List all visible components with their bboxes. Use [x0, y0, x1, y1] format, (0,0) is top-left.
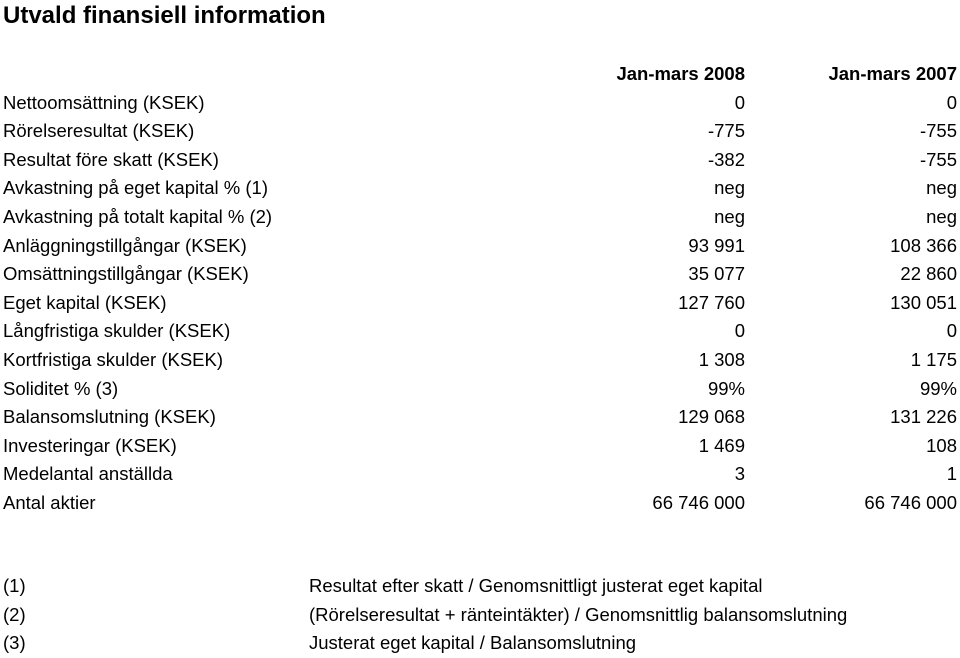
- footnote-row: [3, 629, 957, 658]
- value-2007: 131 226: [890, 406, 957, 428]
- table-row: [3, 317, 957, 346]
- value-2007: 1 175: [910, 348, 957, 370]
- row-label: Investeringar (KSEK): [3, 434, 177, 456]
- footnote-text: Resultat efter skatt / Genomsnittligt justerat eget kapital: [309, 575, 763, 596]
- table-row: [3, 460, 957, 489]
- table-header-row: [3, 60, 957, 89]
- table-row: [3, 174, 957, 203]
- value-2008: 0: [734, 91, 745, 113]
- table-row: [3, 489, 957, 518]
- row-label: Balansomslutning (KSEK): [3, 406, 216, 428]
- table-body: [3, 89, 957, 518]
- row-label: Långfristiga skulder (KSEK): [3, 320, 231, 342]
- row-label: Eget kapital (KSEK): [3, 291, 167, 313]
- value-2007: 108 366: [890, 234, 957, 256]
- value-2008: -382: [707, 148, 745, 170]
- value-2007: 130 051: [890, 291, 957, 313]
- row-label: Avkastning på eget kapital % (1): [3, 177, 268, 199]
- row-label: Anläggningstillgångar (KSEK): [3, 234, 247, 256]
- value-2008: 99%: [707, 377, 745, 399]
- page-title: Utvald finansiell information: [3, 2, 326, 29]
- row-label: Omsättningstillgångar (KSEK): [3, 263, 249, 285]
- value-2008: 127 760: [678, 291, 745, 313]
- table-row: [3, 117, 957, 146]
- footnote-row: [3, 572, 957, 601]
- row-label: Avkastning på totalt kapital % (2): [3, 205, 273, 227]
- table-row: [3, 203, 957, 232]
- value-2007: 66 746 000: [864, 491, 957, 513]
- row-label: Resultat före skatt (KSEK): [3, 148, 219, 170]
- value-2007: 99%: [919, 377, 957, 399]
- footnote-key: (2): [3, 603, 26, 625]
- column-header-label: [3, 60, 563, 89]
- value-2007: 0: [946, 91, 957, 113]
- value-2007: -755: [919, 148, 957, 170]
- footnote-key: (3): [3, 632, 26, 654]
- value-2008: 93 991: [688, 234, 745, 256]
- row-label: Kortfristiga skulder (KSEK): [3, 348, 224, 370]
- row-label: Nettoomsättning (KSEK): [3, 91, 205, 113]
- value-2007: neg: [926, 205, 957, 227]
- financial-table: [3, 60, 957, 518]
- value-2007: neg: [926, 177, 957, 199]
- value-2007: 22 860: [900, 263, 957, 285]
- value-2008: 35 077: [688, 263, 745, 285]
- value-2007: 0: [946, 320, 957, 342]
- column-header-2007: Jan-mars 2007: [828, 63, 957, 84]
- row-label: Rörelseresultat (KSEK): [3, 120, 195, 142]
- value-2007: 1: [946, 463, 957, 485]
- value-2008: 1 469: [698, 434, 745, 456]
- table-row: [3, 346, 957, 375]
- value-2007: -755: [919, 120, 957, 142]
- value-2008: neg: [714, 205, 745, 227]
- value-2008: 0: [734, 320, 745, 342]
- value-2008: -775: [707, 120, 745, 142]
- row-label: Soliditet % (3): [3, 377, 119, 399]
- table-row: [3, 432, 957, 461]
- value-2007: 108: [926, 434, 957, 456]
- footnote-key: (1): [3, 575, 26, 596]
- table-row: [3, 289, 957, 318]
- footnote-row: [3, 601, 957, 630]
- row-label: Antal aktier: [3, 491, 96, 513]
- table-row: [3, 232, 957, 261]
- value-2008: 66 746 000: [652, 491, 745, 513]
- value-2008: 3: [734, 463, 745, 485]
- value-2008: 1 308: [698, 348, 745, 370]
- footnotes-body: [3, 572, 957, 658]
- row-label: Medelantal anställda: [3, 463, 173, 485]
- table-row: [3, 403, 957, 432]
- table-row: [3, 89, 957, 118]
- footnote-text: Justerat eget kapital / Balansomslutning: [309, 632, 637, 654]
- column-header-2008: Jan-mars 2008: [616, 63, 745, 84]
- table-row: [3, 375, 957, 404]
- table-row: [3, 146, 957, 175]
- value-2008: neg: [714, 177, 745, 199]
- footnotes: [3, 572, 957, 658]
- footnote-text: (Rörelseresultat + ränteintäkter) / Genomsnittlig balansomslutning: [309, 603, 848, 625]
- value-2008: 129 068: [678, 406, 745, 428]
- table-row: [3, 260, 957, 289]
